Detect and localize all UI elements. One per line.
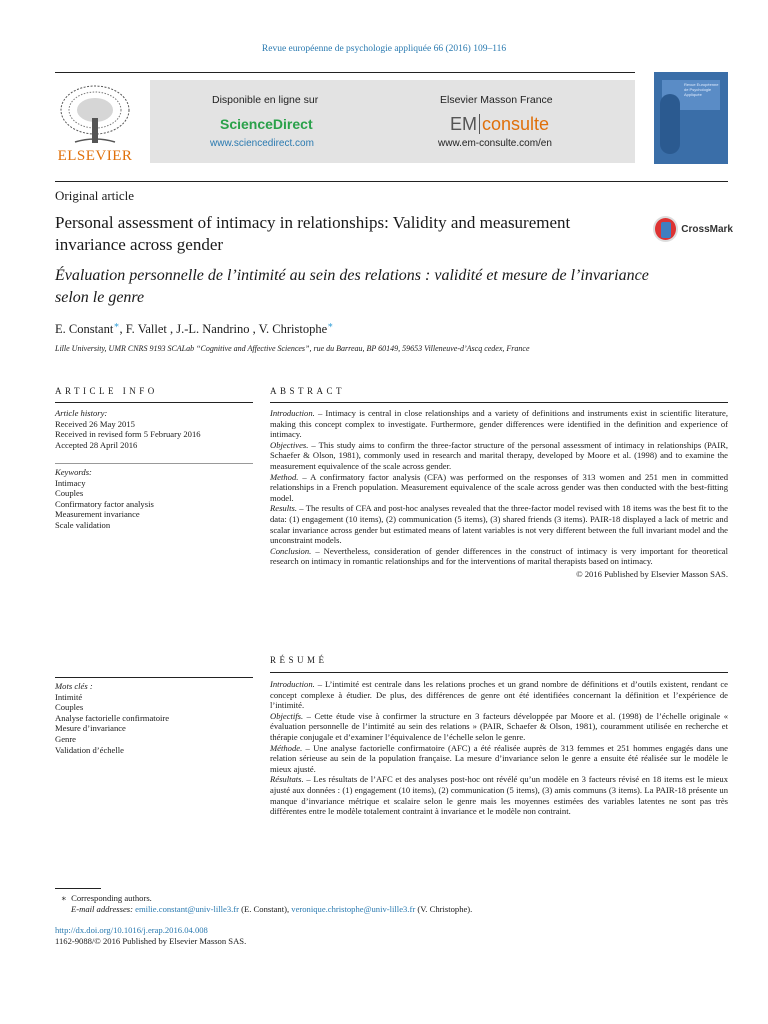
keywords: [55, 467, 253, 531]
mot-cle: Couples: [55, 702, 84, 713]
mot-cle: Analyse factorielle confirmatoire: [55, 712, 170, 723]
corresponding-mark-2[interactable]: ∗: [327, 320, 334, 330]
header-rule: [55, 72, 635, 73]
footnote-mark: ∗: [61, 893, 67, 903]
received-date: Received 26 May 2015: [55, 418, 135, 429]
objectives-label: Objectives.: [270, 439, 309, 450]
elsevier-wordmark: ELSEVIER: [57, 148, 133, 164]
em-consulte-link[interactable]: www.em-consulte.com/en: [438, 138, 552, 149]
mots-cles: [55, 681, 253, 755]
footnote: [55, 893, 728, 914]
elsevier-logo[interactable]: [55, 80, 135, 165]
corresponding-note: [55, 893, 728, 904]
journal-citation[interactable]: Revue européenne de psychologie appliquée 66 (2016) 109–116: [261, 44, 507, 54]
author-others[interactable]: , F. Vallet , J.-L. Nandrino , V. Christophe: [119, 322, 328, 337]
consulte-logo-part: consulte: [482, 114, 550, 134]
article-info-rule: [55, 402, 253, 403]
conclusion-text: – Nevertheless, consideration of gender differences in the construct of intimacy is very important for theoretical research on intimacy in romantic relationships and for the interventions of marital therapists based on intimacy.: [270, 545, 728, 567]
resume-rule: [270, 672, 728, 673]
results-label-fr: Résultats.: [270, 774, 304, 785]
revised-date: Received in revised form 5 February 2016: [55, 429, 201, 440]
method-text-fr: – Une analyse factorielle confirmatoire (AFC) a été réalisée auprès de 313 femmes et 251 hommes engagés dans une relation sérieuse au sein de la population française. La mesure d’invariance selon le genre a ensuite été réalisée sur le modèle le mieux ajusté.: [270, 742, 728, 774]
method-text: – A confirmatory factor analysis (CFA) was performed on the responses of 313 women and 251 men in committed relationships in a French population. Measurement equivalence of the scale across gender was then conducted with the best-fitting model.: [270, 471, 728, 503]
mot-cle: Intimité: [55, 691, 83, 702]
results-label: Results.: [270, 503, 297, 514]
sd-available-label: Disponible en ligne sur: [212, 94, 319, 106]
article-title-fr: Évaluation personnelle de l’intimité au sein des relations : validité et mesure de l’invariance selon le genre: [55, 267, 649, 306]
abstract-copyright: © 2016 Published by Elsevier Masson SAS.: [576, 568, 728, 579]
crossmark-badge[interactable]: [653, 214, 733, 244]
keyword: Scale validation: [55, 519, 111, 530]
corresponding-mark[interactable]: ∗: [113, 320, 120, 330]
method-label: Method.: [270, 471, 299, 482]
sciencedirect-link[interactable]: www.sciencedirect.com: [210, 138, 314, 149]
crossmark-label: CrossMark: [681, 223, 733, 235]
results-text: – The results of CFA and post-hoc analyses revealed that the three-factor model revised with 18 items was the best fit to the data: (1) engagement (10 items), (2) communication (5 items), (3) shared friends (3 items). PAIR-18 displayed a lack of metric and scalar invariance across gender but estimated means of latent variables is not very different between the full invariant model and the unconstraint models.: [270, 503, 728, 546]
cover-title: Revue Européenne de Psychologie Appliquée: [684, 82, 719, 98]
abstract-body: [270, 408, 728, 580]
corresponding-label: Corresponding authors.: [71, 893, 152, 903]
email-owner-2: (V. Christophe).: [415, 903, 473, 914]
intro-label: Introduction.: [270, 408, 315, 418]
affiliation: Lille University, UMR CNRS 9193 SCALab “Cognitive and Affective Sciences”, rue du Barreau, BP 60149, 59653 Villeneuve-d’Ascq cedex, France: [55, 344, 530, 353]
mot-cle: Validation d’échelle: [55, 744, 124, 755]
resume-method: [270, 743, 728, 775]
history-label: Article history:: [55, 408, 108, 418]
em-logo-part: EM: [450, 114, 477, 134]
header-bottom-rule: [55, 181, 728, 182]
accepted-date: Accepted 28 April 2016: [55, 439, 138, 450]
objectives-label-fr: Objectifs.: [270, 710, 304, 721]
resume-results: [270, 774, 728, 816]
email-label: E-mail addresses:: [71, 903, 133, 914]
mots-cles-rule: [55, 677, 253, 678]
mots-cles-label: Mots clés :: [55, 681, 93, 691]
article-history: [55, 408, 253, 450]
article-info-heading: ARTICLE INFO: [55, 386, 158, 396]
author-constant[interactable]: E. Constant: [55, 322, 114, 337]
resume-body: [270, 679, 728, 817]
email-constant-link[interactable]: emilie.constant@univ-lille3.fr: [135, 903, 239, 914]
conclusion-label: Conclusion.: [270, 545, 312, 556]
header-banner: [150, 80, 635, 163]
crossmark-icon: [653, 216, 678, 242]
objectives-text-fr: – Cette étude vise à confirmer la structure en 3 facteurs développée par Moore et al. (1998) de l’échelle originale « évaluation personnelle de l’intimité au sein des relations » (PAIR, Schaefer & Olson, 1981), couramment utilisée en recherche et thérapie conjugale et d’examiner l’équivalence de l’échelle selon le genre.: [270, 710, 728, 742]
doi-link[interactable]: http://dx.doi.org/10.1016/j.erap.2016.04.008: [55, 925, 208, 935]
resume-intro: [270, 679, 728, 711]
email-line: [55, 904, 728, 915]
author-list: [55, 320, 333, 337]
abstract-intro: [270, 408, 728, 440]
em-consulte-logo[interactable]: [450, 114, 549, 135]
history-divider: [55, 463, 253, 464]
keyword: Confirmatory factor analysis: [55, 498, 154, 509]
resume-objectives: [270, 711, 728, 743]
results-text-fr: – Les résultats de l’AFC et des analyses post-hoc ont révélé qu’un modèle en 3 facteurs révisé en 18 items est le mieux ajusté aux données : (1) engagement (10 items), (2) communication (5 items), (3) amis communs (3 items). La PAIR-18 présente un manque d’invariance métrique et scalaire selon le genre mais les moyennes estimées des variables latentes ne sont pas très différentes entre le modèle totalement contraint à invariance et le modèle non contraint.: [270, 774, 728, 817]
footnote-rule: [55, 888, 101, 889]
resume-heading: RÉSUMÉ: [270, 655, 328, 665]
method-label-fr: Méthode.: [270, 742, 303, 753]
email-owner-1: (E. Constant),: [239, 903, 292, 914]
journal-cover[interactable]: [654, 72, 728, 164]
keyword: Measurement invariance: [55, 509, 140, 520]
email-christophe-link[interactable]: veronique.christophe@univ-lille3.fr: [291, 903, 416, 914]
keywords-label: Keywords:: [55, 467, 92, 477]
objectives-text: – This study aims to confirm the three-factor structure of the personal assessment of intimacy in relationships (PAIR, Schaefer & Olson, 1981), commonly used in research and marital therapy, developed by Moore et al. (1998) and to examine the measurement equivalence of the scale across gender.: [270, 439, 728, 471]
abstract-conclusion: [270, 546, 728, 567]
abstract-objectives: [270, 440, 728, 472]
article-title: Personal assessment of intimacy in relationships: Validity and measurement invariance across gender: [55, 213, 571, 254]
intro-label-fr: Introduction.: [270, 679, 315, 689]
mot-cle: Genre: [55, 733, 76, 744]
article-type: Original article: [55, 188, 135, 203]
em-publisher-label: Elsevier Masson France: [440, 94, 553, 106]
issn-copyright: 1162-9088/© 2016 Published by Elsevier Masson SAS.: [55, 936, 247, 946]
abstract-rule: [270, 402, 728, 403]
abstract-method: [270, 472, 728, 504]
intro-text-fr: – L’intimité est centrale dans les relations proches et un grand nombre de définitions et d’outils existent, rendant ce concept complexe à étudier. De plus, des différences de genre ont été identifiées concernant la définition et l’expérience de l’intimité.: [270, 679, 728, 711]
intro-text: – Intimacy is central in close relationships and a variety of definitions and instruments exist in scientific literature, making this concept complex to investigate. Furthermore, gender differences were identified in the definition and experience of intimacy.: [270, 408, 728, 440]
cover-graphic: [660, 94, 680, 154]
sciencedirect-logo[interactable]: ScienceDirect: [220, 116, 313, 132]
keyword: Couples: [55, 488, 84, 499]
keyword: Intimacy: [55, 477, 86, 488]
abstract-results: [270, 503, 728, 545]
mot-cle: Mesure d’invariance: [55, 723, 126, 734]
abstract-heading: ABSTRACT: [270, 386, 346, 396]
